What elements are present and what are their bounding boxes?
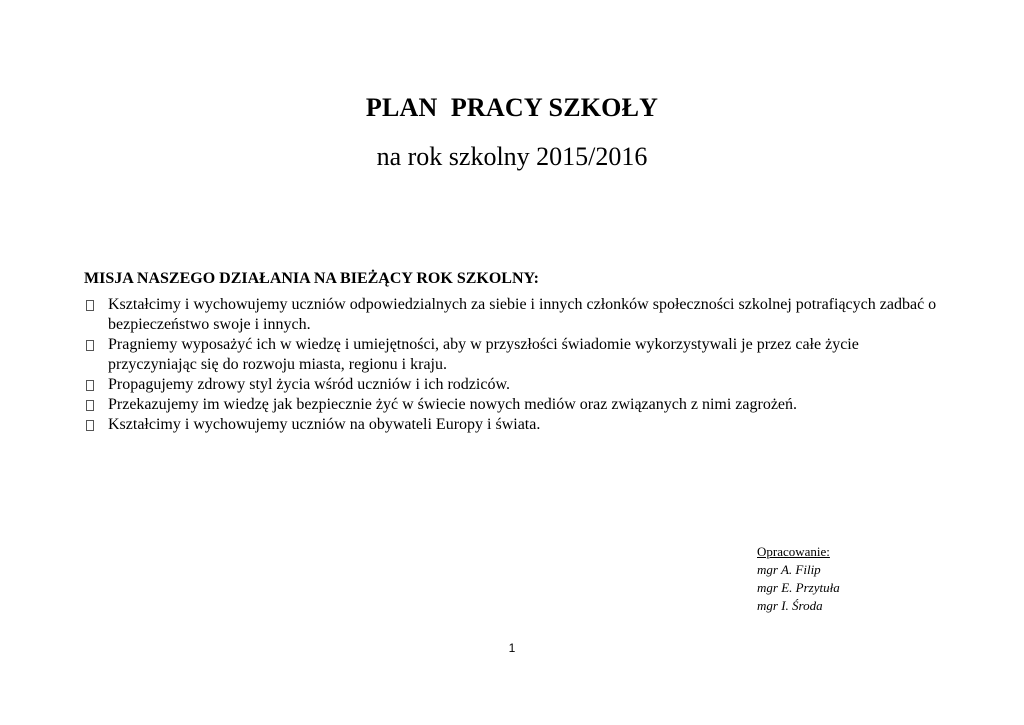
square-bullet-icon xyxy=(84,395,108,415)
signature-heading: Opracowanie: xyxy=(757,544,830,559)
author-name: mgr A. Filip xyxy=(757,562,821,577)
mission-list xyxy=(84,295,944,435)
list-item xyxy=(84,395,944,415)
author-name: mgr I. Środa xyxy=(757,598,823,613)
square-bullet-icon xyxy=(84,335,108,355)
list-item-text: Przekazujemy im wiedzę jak bezpiecznie żyć w świecie nowych mediów oraz związanych z nimi zagrożeń. xyxy=(108,396,798,413)
list-item-text: Propagujemy zdrowy styl życia wśród uczniów i ich rodziców. xyxy=(108,376,510,393)
mission-section xyxy=(84,270,944,435)
square-bullet-icon xyxy=(84,375,108,395)
page-number: 1 xyxy=(508,641,516,655)
document-title: PLAN PRACY SZKOŁY xyxy=(365,93,659,122)
square-bullet-icon xyxy=(84,415,108,435)
author-name: mgr E. Przytuła xyxy=(757,580,840,595)
list-item xyxy=(84,375,944,395)
signature-block xyxy=(757,543,840,615)
mission-heading: MISJA NASZEGO DZIAŁANIA NA BIEŻĄCY ROK SZKOLNY: xyxy=(84,270,539,287)
list-item xyxy=(84,335,944,375)
square-bullet-icon xyxy=(84,295,108,315)
list-item-text: Pragniemy wyposażyć ich w wiedzę i umiejętności, aby w przyszłości świadomie wykorzystywali je przez całe życie przyczyniając się do rozwoju miasta, regionu i kraju. xyxy=(108,336,859,373)
list-item xyxy=(84,295,944,335)
list-item-text: Kształcimy i wychowujemy uczniów na obywateli Europy i świata. xyxy=(108,416,541,433)
document-subtitle: na rok szkolny 2015/2016 xyxy=(376,142,648,171)
list-item xyxy=(84,415,944,435)
list-item-text: Kształcimy i wychowujemy uczniów odpowiedzialnych za siebie i innych członków społeczności szkolnej potrafiących zadbać o bezpieczeństwo swoje i innych. xyxy=(108,296,937,333)
